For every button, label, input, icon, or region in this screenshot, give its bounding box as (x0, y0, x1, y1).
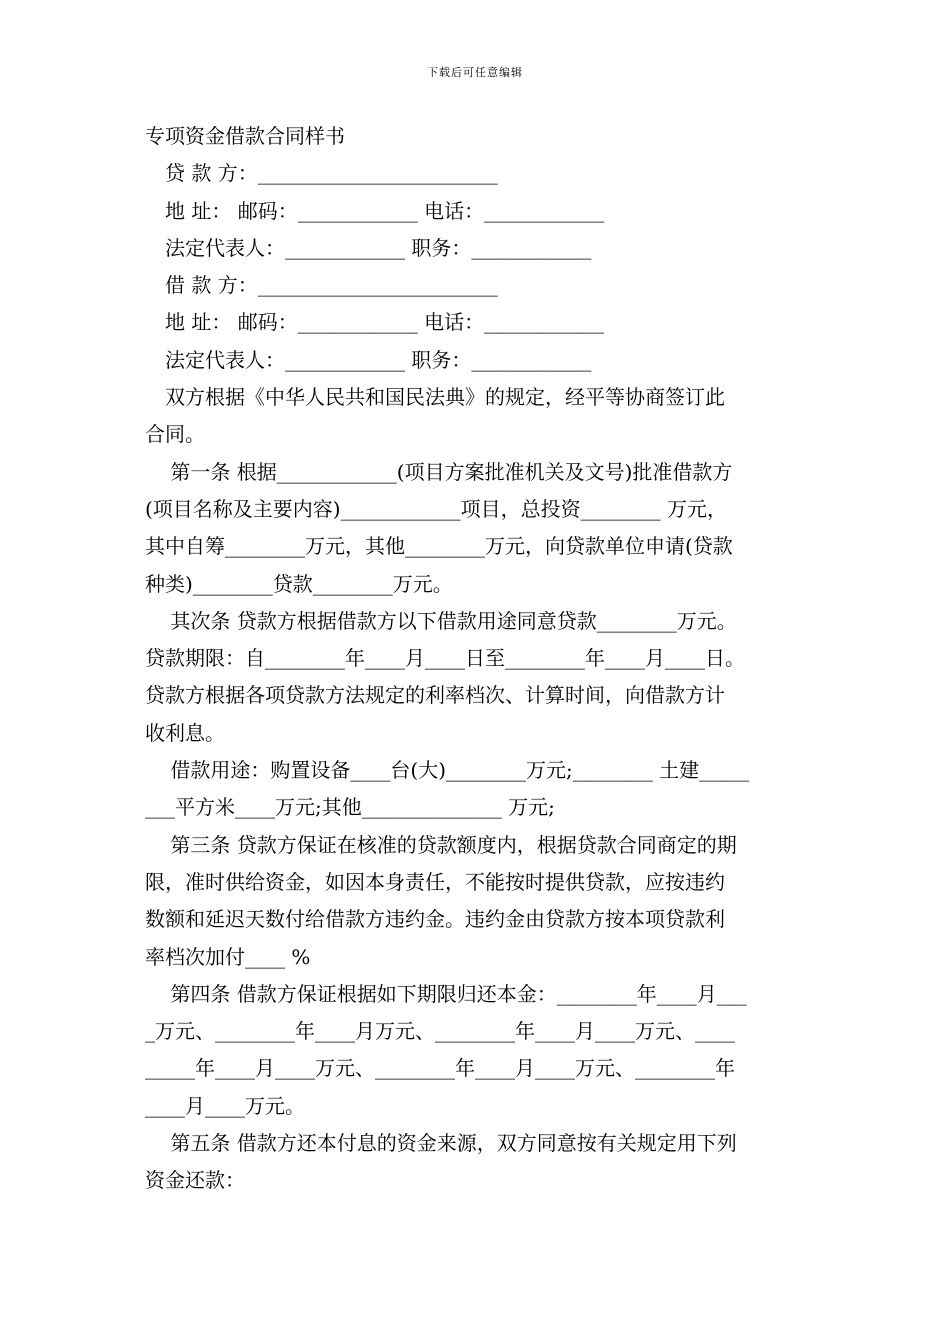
article-4-line-3: _____年____月____万元、________年____月____万元、________年 (145, 1056, 735, 1081)
article-2-line-2: 贷款期限：自________年____月____日至________年____月____日。 (145, 646, 745, 671)
article-1-line-2: (项目名称及主要内容)____________项目，总投资________ 万元， (145, 496, 727, 521)
article-3-line-4: 率档次加付____ % (145, 944, 311, 969)
article-4-line-2: _万元、________年____月万元、________年____月____万元、____ (145, 1019, 735, 1044)
lender-name-line: 贷 款 方：________________________ (165, 161, 498, 186)
article-4-line-1: 第四条 借款方保证根据如下期限归还本金：________年____月___ (145, 981, 747, 1006)
borrower-address-line: 地 址： 邮码：____________ 电话：____________ (165, 310, 605, 335)
preamble-line-2: 合同。 (145, 422, 205, 447)
preamble-line-1: 双方根据《中华人民共和国民法典》的规定，经平等协商签订此 (165, 385, 725, 410)
borrower-representative-line: 法定代表人：____________ 职务：____________ (165, 347, 592, 372)
article-1-line-1: 第一条 根据____________(项目方案批准机关及文号)批准借款方 (145, 459, 733, 484)
lender-address-line: 地 址： 邮码：____________ 电话：____________ (165, 198, 605, 223)
article-1-line-3: 其中自筹________万元，其他________万元，向贷款单位申请(贷款 (145, 534, 733, 559)
article-3-line-2: 限，准时供给资金，如因本身责任，不能按时提供贷款，应按违约 (145, 869, 725, 894)
contract-body (145, 118, 810, 1200)
article-4-line-4: ____月____万元。 (145, 1093, 305, 1118)
article-2-line-4: 收利息。 (145, 720, 225, 745)
article-1-line-4: 种类)________贷款________万元。 (145, 571, 453, 596)
borrower-name-line: 借 款 方：________________________ (165, 273, 498, 298)
document-title: 专项资金借款合同样书 (145, 124, 345, 148)
header-note: 下载后可任意编辑 (427, 66, 523, 79)
article-5-line-2: 资金还款： (145, 1168, 245, 1193)
lender-representative-line: 法定代表人：____________ 职务：____________ (165, 235, 592, 260)
article-2-line-1: 其次条 贷款方根据借款方以下借款用途同意贷款________万元。 (145, 608, 737, 633)
article-5-line-1: 第五条 借款方还本付息的资金来源，双方同意按有关规定用下列 (145, 1131, 737, 1156)
article-2-line-3: 贷款方根据各项贷款方法规定的利率档次、计算时间，向借款方计 (145, 683, 725, 708)
usage-line-2: ___平方米____万元;其他______________ 万元; (145, 795, 555, 820)
article-3-line-3: 数额和延迟天数付给借款方违约金。违约金由贷款方按本项贷款利 (145, 907, 725, 932)
usage-line-1: 借款用途：购置设备____台(大)________万元;________ 土建_____ (145, 758, 750, 783)
article-3-line-1: 第三条 贷款方保证在核准的贷款额度内，根据贷款合同商定的期 (145, 832, 737, 857)
